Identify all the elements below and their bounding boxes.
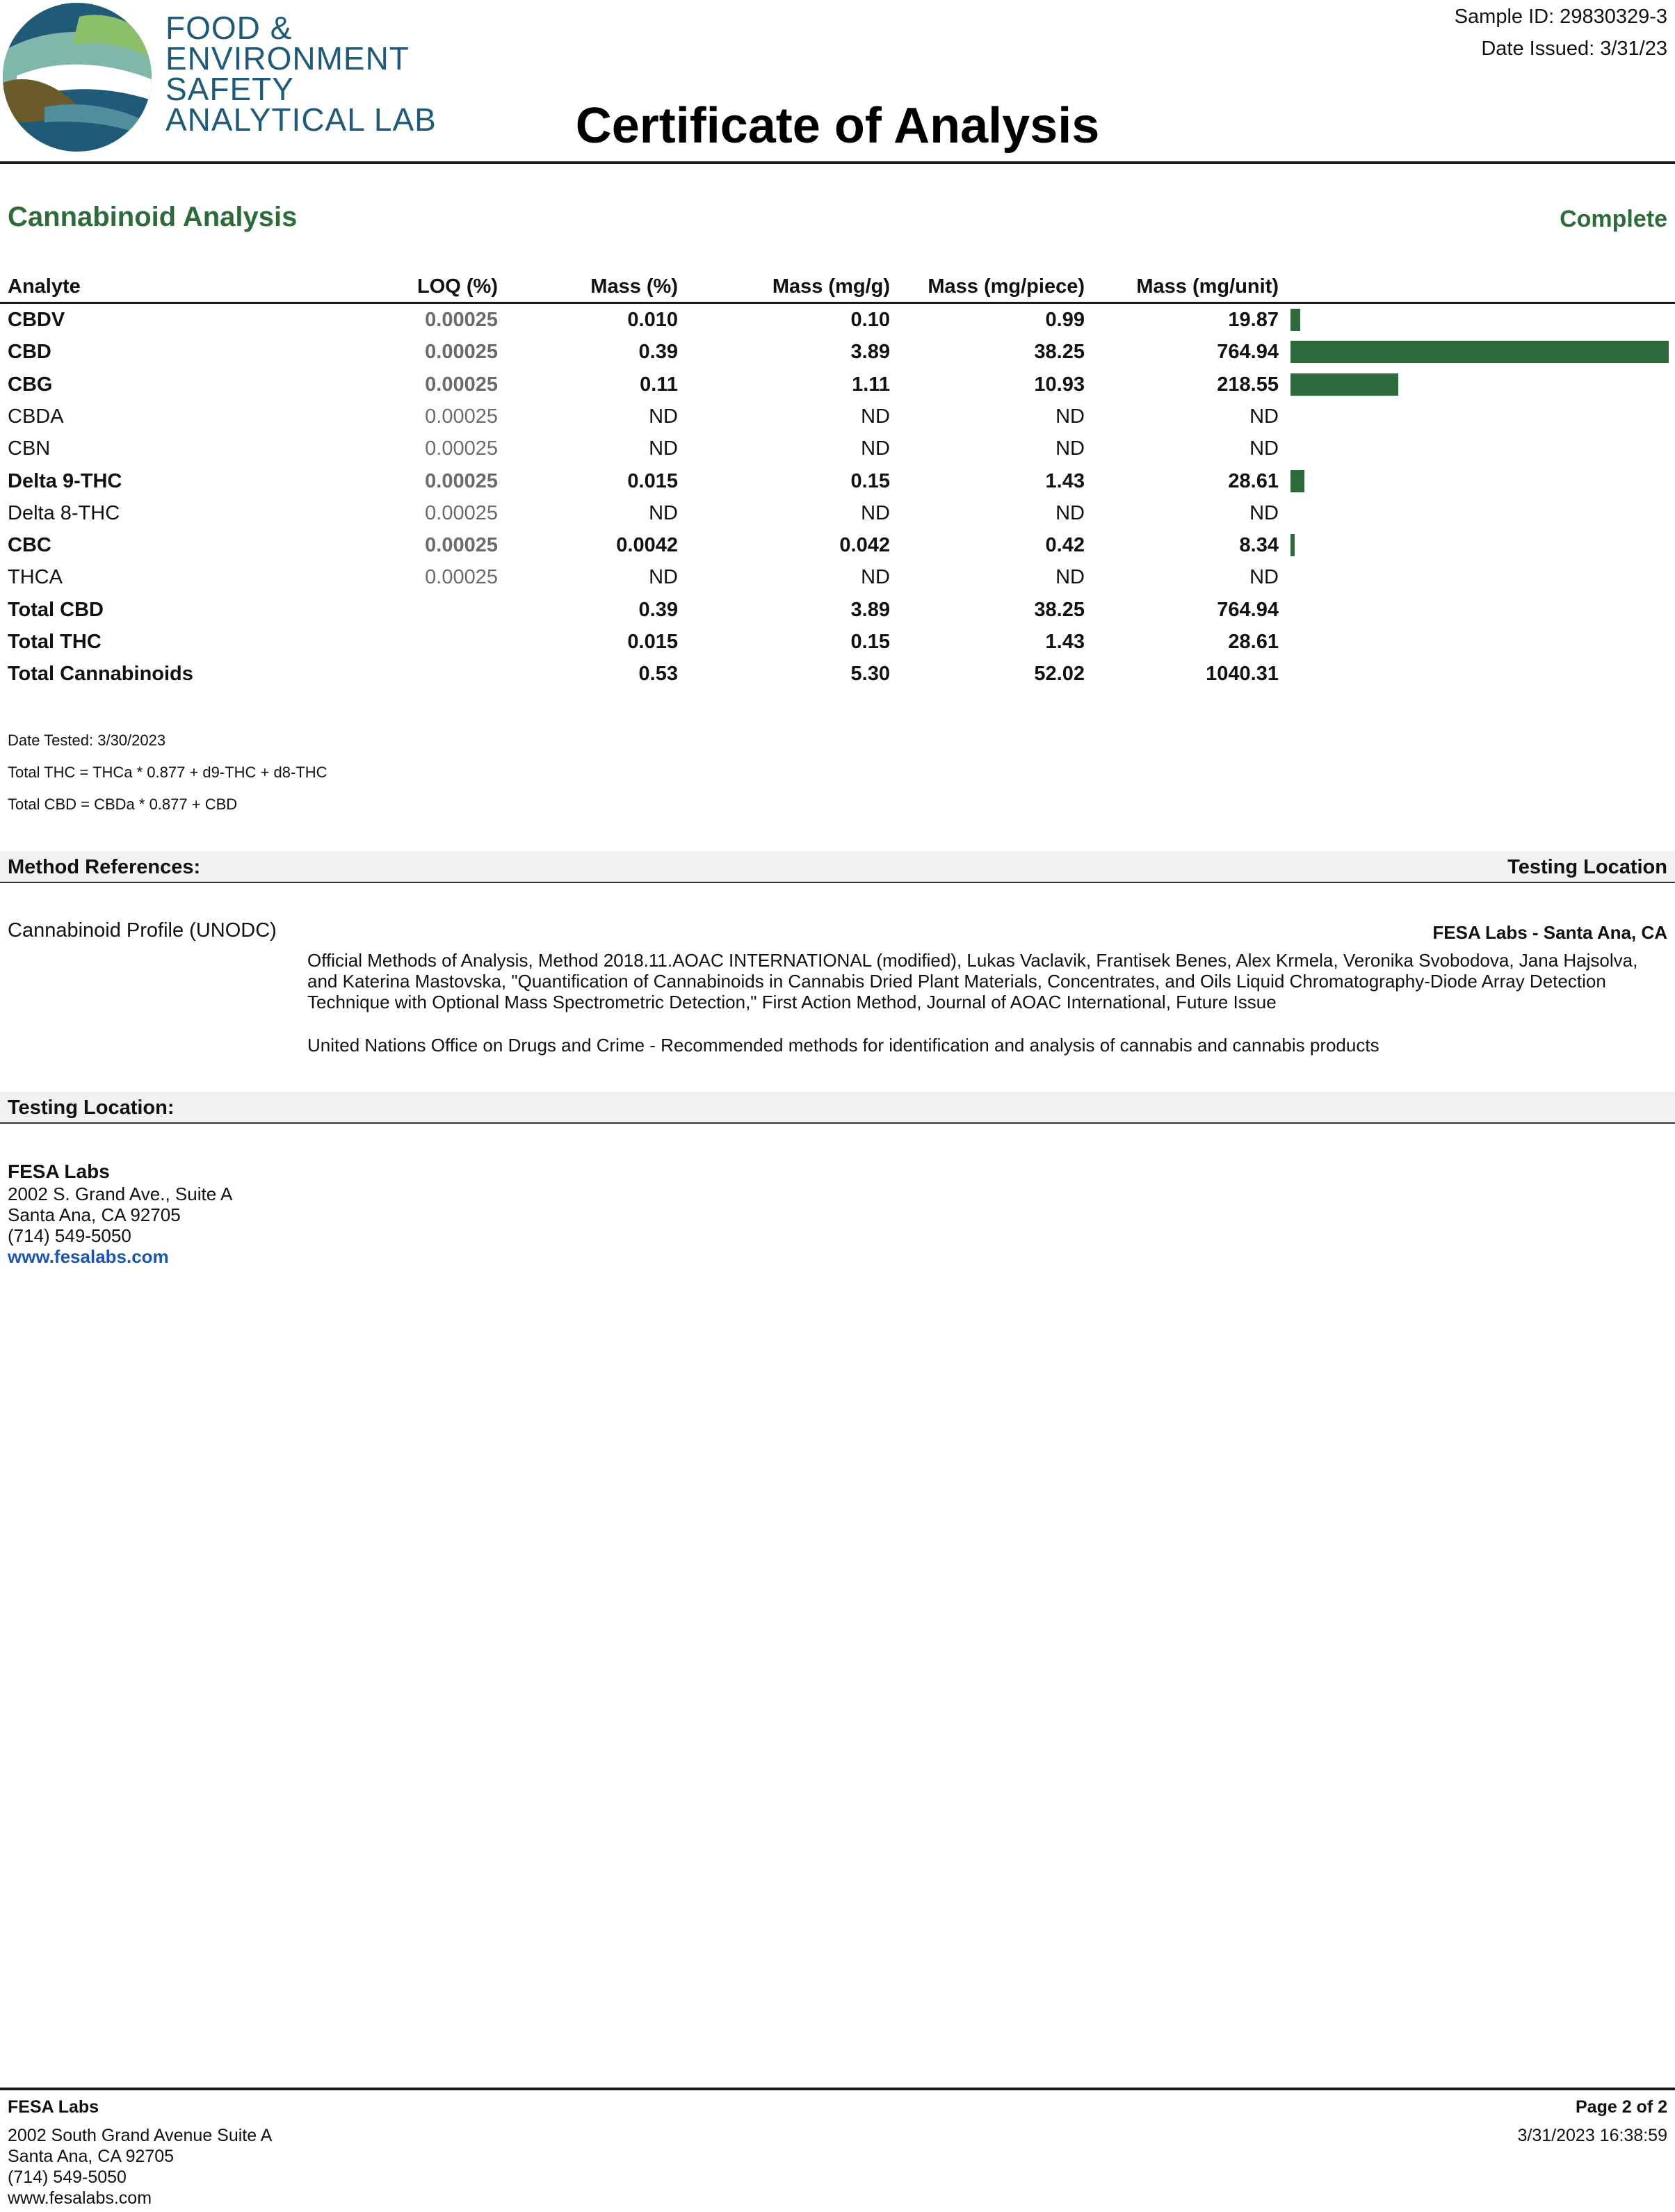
date-issued: Date Issued: 3/31/23 xyxy=(1481,38,1667,60)
mass-mgg-value: 0.10 xyxy=(850,309,890,331)
table-row xyxy=(0,465,1675,497)
loq-value: 0.00025 xyxy=(425,405,498,428)
footer-address-line1: 2002 South Grand Avenue Suite A xyxy=(8,2126,273,2145)
mass-mgg-value: ND xyxy=(861,405,890,428)
mass-mgunit-value: 28.61 xyxy=(1228,631,1279,653)
analyte-name: CBG xyxy=(8,373,53,396)
table-row xyxy=(0,658,1675,690)
analyte-name: CBC xyxy=(8,534,51,557)
table-row xyxy=(0,304,1675,336)
mass-mgpiece-value: 1.43 xyxy=(1045,469,1085,492)
location-name: FESA Labs xyxy=(8,1161,110,1182)
method-reference-aoac: Official Methods of Analysis, Method 2018.11.AOAC INTERNATIONAL (modified), Lukas Vaclavik, Frantisek Benes, Alex Krmela, Veronika Svobodova, Jana Hajsolva, and Katerina Mastovska, "Quantification of Cannabinoids in Cannabis Dried Plant Materials, Concentrates, and Oils Liquid Chromatography-Diode Array Detection Technique with Optional Mass Spectrometric Detection," First Action Method, Journal of AOAC International, Future Issue xyxy=(307,950,1638,1012)
analyte-name: Total CBD xyxy=(8,598,104,621)
mass-mgunit-value: 218.55 xyxy=(1217,373,1279,396)
analyte-name: Total THC xyxy=(8,631,102,653)
mg-unit-bar xyxy=(1290,341,1669,363)
mass-mgunit-value: 1040.31 xyxy=(1206,663,1279,686)
total-thc-formula: Total THC = THCa * 0.877 + d9-THC + d8-THC xyxy=(8,764,327,781)
mass-mgunit-value: 28.61 xyxy=(1228,469,1279,492)
analyte-name: Delta 9-THC xyxy=(8,469,122,492)
mass-pct-value: 0.39 xyxy=(638,341,678,364)
loq-value: 0.00025 xyxy=(425,437,498,460)
table-row xyxy=(0,369,1675,401)
col-header-mass-mgpiece: Mass (mg/piece) xyxy=(928,275,1085,298)
date-tested-note: Date Tested: 3/30/2023 xyxy=(8,732,166,749)
analyte-name: THCA xyxy=(8,566,63,589)
mass-pct-value: ND xyxy=(649,437,678,460)
method-references-divider xyxy=(0,882,1675,883)
logo-text-line: FOOD & xyxy=(165,10,293,46)
mass-pct-value: ND xyxy=(649,566,678,589)
page-title: Certificate of Analysis xyxy=(575,98,1100,154)
mass-pct-value: 0.39 xyxy=(638,598,678,621)
footer-website: www.fesalabs.com xyxy=(8,2188,152,2208)
header-divider xyxy=(0,161,1675,164)
mass-mgg-value: 0.15 xyxy=(850,469,890,492)
mass-mgpiece-value: ND xyxy=(1055,501,1085,524)
loq-value: 0.00025 xyxy=(425,373,498,396)
mass-mgpiece-value: 38.25 xyxy=(1034,598,1085,621)
analyte-name: Delta 8-THC xyxy=(8,501,120,524)
mass-mgunit-value: 764.94 xyxy=(1217,598,1279,621)
footer-phone: (714) 549-5050 xyxy=(8,2167,127,2187)
page-number: Page 2 of 2 xyxy=(1576,2097,1667,2117)
mass-mgg-value: 5.30 xyxy=(850,663,890,686)
mass-pct-value: 0.53 xyxy=(638,663,678,686)
method-location: FESA Labs - Santa Ana, CA xyxy=(1432,922,1667,943)
loq-value: 0.00025 xyxy=(425,566,498,589)
mass-mgunit-value: ND xyxy=(1249,566,1279,589)
analysis-status: Complete xyxy=(1560,206,1667,232)
mass-mgunit-value: ND xyxy=(1249,437,1279,460)
mass-mgunit-value: 19.87 xyxy=(1228,309,1279,331)
method-references-title: Method References: xyxy=(8,856,201,878)
loq-value: 0.00025 xyxy=(425,309,498,331)
mg-unit-bar xyxy=(1290,373,1398,396)
mass-mgg-value: 0.042 xyxy=(839,534,890,557)
footer-lab-name: FESA Labs xyxy=(8,2097,99,2117)
table-row xyxy=(0,626,1675,658)
table-row xyxy=(0,497,1675,529)
mass-pct-value: ND xyxy=(649,405,678,428)
analysis-title: Cannabinoid Analysis xyxy=(8,202,298,232)
col-header-analyte: Analyte xyxy=(8,275,81,298)
logo-text-line: ENVIRONMENT xyxy=(165,40,410,76)
mass-pct-value: 0.015 xyxy=(627,631,678,653)
mg-unit-bar xyxy=(1290,534,1295,556)
mass-mgpiece-value: 0.42 xyxy=(1045,534,1085,557)
print-timestamp: 3/31/2023 16:38:59 xyxy=(1517,2126,1667,2145)
location-phone: (714) 549-5050 xyxy=(8,1225,131,1246)
loq-value: 0.00025 xyxy=(425,341,498,364)
table-row xyxy=(0,594,1675,626)
location-address-line2: Santa Ana, CA 92705 xyxy=(8,1204,181,1225)
mass-pct-value: 0.11 xyxy=(640,373,678,396)
table-row xyxy=(0,561,1675,593)
mass-mgunit-value: ND xyxy=(1249,405,1279,428)
method-profile-name: Cannabinoid Profile (UNODC) xyxy=(8,919,277,942)
footer-divider xyxy=(0,2088,1675,2090)
table-row xyxy=(0,401,1675,433)
mass-pct-value: ND xyxy=(649,501,678,524)
mg-unit-bar xyxy=(1290,470,1304,492)
mass-pct-value: 0.010 xyxy=(627,309,678,331)
mass-mgunit-value: 8.34 xyxy=(1239,534,1279,557)
total-cbd-formula: Total CBD = CBDa * 0.877 + CBD xyxy=(8,796,238,813)
col-header-mass-mgunit: Mass (mg/unit) xyxy=(1136,275,1279,298)
footer-address-line2: Santa Ana, CA 92705 xyxy=(8,2147,175,2166)
mass-mgpiece-value: ND xyxy=(1055,405,1085,428)
mass-mgpiece-value: 38.25 xyxy=(1034,341,1085,364)
loq-value: 0.00025 xyxy=(425,534,498,557)
testing-location-divider xyxy=(0,1122,1675,1124)
loq-value: 0.00025 xyxy=(425,469,498,492)
testing-location-band xyxy=(0,1092,1675,1122)
mass-mgunit-value: ND xyxy=(1249,501,1279,524)
table-row xyxy=(0,433,1675,465)
location-address-line1: 2002 S. Grand Ave., Suite A xyxy=(8,1184,233,1204)
mass-mgg-value: ND xyxy=(861,437,890,460)
mass-mgpiece-value: 0.99 xyxy=(1045,309,1085,331)
mass-mgpiece-value: 52.02 xyxy=(1034,663,1085,686)
col-header-loq: LOQ (%) xyxy=(417,275,498,298)
mass-mgg-value: ND xyxy=(861,501,890,524)
col-header-mass-pct: Mass (%) xyxy=(590,275,678,298)
mass-mgpiece-value: ND xyxy=(1055,566,1085,589)
table-row xyxy=(0,336,1675,368)
loq-value: 0.00025 xyxy=(425,501,498,524)
analyte-name: CBDA xyxy=(8,405,64,428)
mass-mgpiece-value: 1.43 xyxy=(1045,631,1085,653)
mass-mgg-value: 0.15 xyxy=(850,631,890,653)
analyte-name: CBD xyxy=(8,341,51,364)
mass-pct-value: 0.0042 xyxy=(616,534,678,557)
analyte-name: CBN xyxy=(8,437,51,460)
logo-text-line: ANALYTICAL LAB xyxy=(165,102,437,138)
table-row xyxy=(0,529,1675,561)
method-reference-unodc: United Nations Office on Drugs and Crime - Recommended methods for identification and analysis of cannabis and cannabis products xyxy=(307,1035,1379,1056)
mass-mgg-value: 3.89 xyxy=(850,598,890,621)
mass-mgg-value: 1.11 xyxy=(852,373,890,396)
mass-mgpiece-value: 10.93 xyxy=(1034,373,1085,396)
testing-location-header: Testing Location xyxy=(1507,856,1667,878)
mg-unit-bar xyxy=(1290,309,1300,331)
logo-text-line: SAFETY xyxy=(165,71,294,107)
mass-mgunit-value: 764.94 xyxy=(1217,341,1279,364)
analyte-name: CBDV xyxy=(8,309,65,331)
mass-pct-value: 0.015 xyxy=(627,469,678,492)
location-website-link[interactable]: www.fesalabs.com xyxy=(8,1246,169,1267)
sample-id: Sample ID: 29830329-3 xyxy=(1454,6,1667,28)
mass-mgg-value: 3.89 xyxy=(850,341,890,364)
method-references-band xyxy=(0,851,1675,882)
mass-mgpiece-value: ND xyxy=(1055,437,1085,460)
testing-location-title: Testing Location: xyxy=(8,1097,175,1119)
analyte-name: Total Cannabinoids xyxy=(8,663,193,686)
col-header-mass-mgg: Mass (mg/g) xyxy=(772,275,890,298)
mass-mgg-value: ND xyxy=(861,566,890,589)
